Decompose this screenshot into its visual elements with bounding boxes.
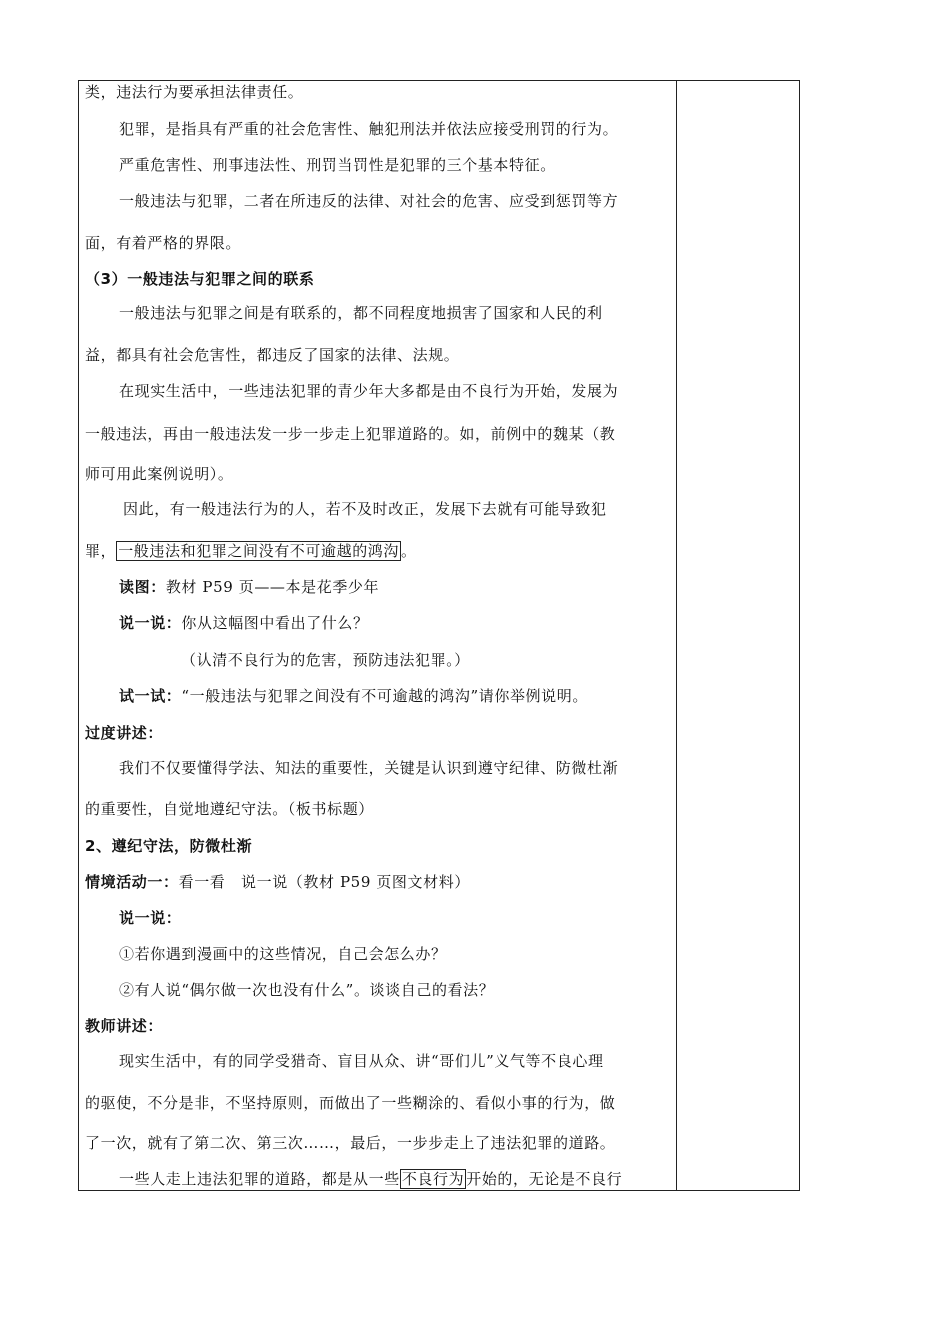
text-line: 的驱使，不分是非，不坚持原则，而做出了一些糊涂的、看似小事的行为，做 (85, 1094, 616, 1112)
text-line: 的重要性，自觉地遵纪守法。（板书标题） (85, 800, 374, 818)
text-line: 一般违法与犯罪之间是有联系的，都不同程度地损害了国家和人民的利 (119, 304, 603, 322)
item-label: 情境活动一： (85, 873, 179, 891)
section-heading: 教师讲述： (85, 1017, 164, 1035)
item-label: 试一试： (119, 687, 182, 705)
section-heading: 2、遵纪守法，防微杜渐 (85, 837, 253, 855)
item-label: 读图： (119, 578, 166, 596)
text-line: （认清不良行为的危害，预防违法犯罪。） (181, 651, 470, 669)
section-heading: 过度讲述： (85, 724, 164, 742)
text-line (85, 541, 417, 561)
item-label: 说一说： (119, 614, 182, 632)
text-line: 类，违法行为要承担法律责任。 (85, 83, 304, 101)
text-line: 面，有着严格的界限。 (85, 234, 242, 252)
text-line (85, 872, 470, 892)
section-heading: 说一说： (119, 909, 182, 927)
section-heading: （3）一般违法与犯罪之间的联系 (85, 270, 315, 288)
text-line: 一般违法，再由一般违法发一步一步走上犯罪道路的。如，前例中的魏某（教 (85, 425, 616, 443)
text-line: 一般违法与犯罪，二者在所违反的法律、对社会的危害、应受到惩罚等方 (119, 192, 619, 210)
text-line (119, 577, 379, 597)
text-suffix: 开始的，无论是不良行 (466, 1170, 623, 1188)
text-line: ①若你遇到漫画中的这些情况，自己会怎么办？ (119, 945, 447, 963)
text-line: 犯罪，是指具有严重的社会危害性、触犯刑法并依法应接受刑罚的行为。 (119, 120, 619, 138)
lesson-table (78, 80, 800, 1191)
text-line: 益，都具有社会危害性，都违反了国家的法律、法规。 (85, 346, 460, 364)
boxed-emphasis: 一般违法和犯罪之间没有不可逾越的鸿沟 (118, 542, 400, 560)
item-text: 你从这幅图中看出了什么？ (181, 614, 369, 632)
text-line: ②有人说“偶尔做一次也没有什么”。谈谈自己的看法？ (119, 981, 495, 999)
text-line (119, 686, 588, 706)
text-line (119, 1169, 622, 1189)
text-line: 严重危害性、刑事违法性、刑罚当罚性是犯罪的三个基本特征。 (119, 156, 556, 174)
text-suffix: 。 (401, 542, 417, 560)
item-text: 教材 P59 页——本是花季少年 (165, 578, 380, 596)
text-line: 现实生活中，有的同学受猎奇、盲目从众、讲“哥们儿”义气等不良心理 (119, 1052, 604, 1070)
text-line (119, 613, 369, 633)
text-line: 师可用此案例说明）。 (85, 465, 234, 483)
text-line: 因此，有一般违法行为的人，若不及时改正，发展下去就有可能导致犯 (123, 500, 607, 518)
text-line: 在现实生活中，一些违法犯罪的青少年大多都是由不良行为开始，发展为 (119, 382, 619, 400)
item-text: 看一看 说一说（教材 P59 页图文材料） (178, 873, 470, 891)
text-line: 了一次，就有了第二次、第三次……，最后，一步步走上了违法犯罪的道路。 (85, 1134, 616, 1152)
text-line: 我们不仅要懂得学法、知法的重要性，关键是认识到遵守纪律、防微杜渐 (119, 759, 619, 777)
text-prefix: 罪， (85, 542, 117, 560)
column-divider (676, 81, 677, 1190)
boxed-emphasis: 不良行为 (401, 1170, 465, 1188)
text-prefix: 一些人走上违法犯罪的道路，都是从一些 (119, 1170, 400, 1188)
item-text: “一般违法与犯罪之间没有不可逾越的鸿沟”请你举例说明。 (181, 687, 588, 705)
